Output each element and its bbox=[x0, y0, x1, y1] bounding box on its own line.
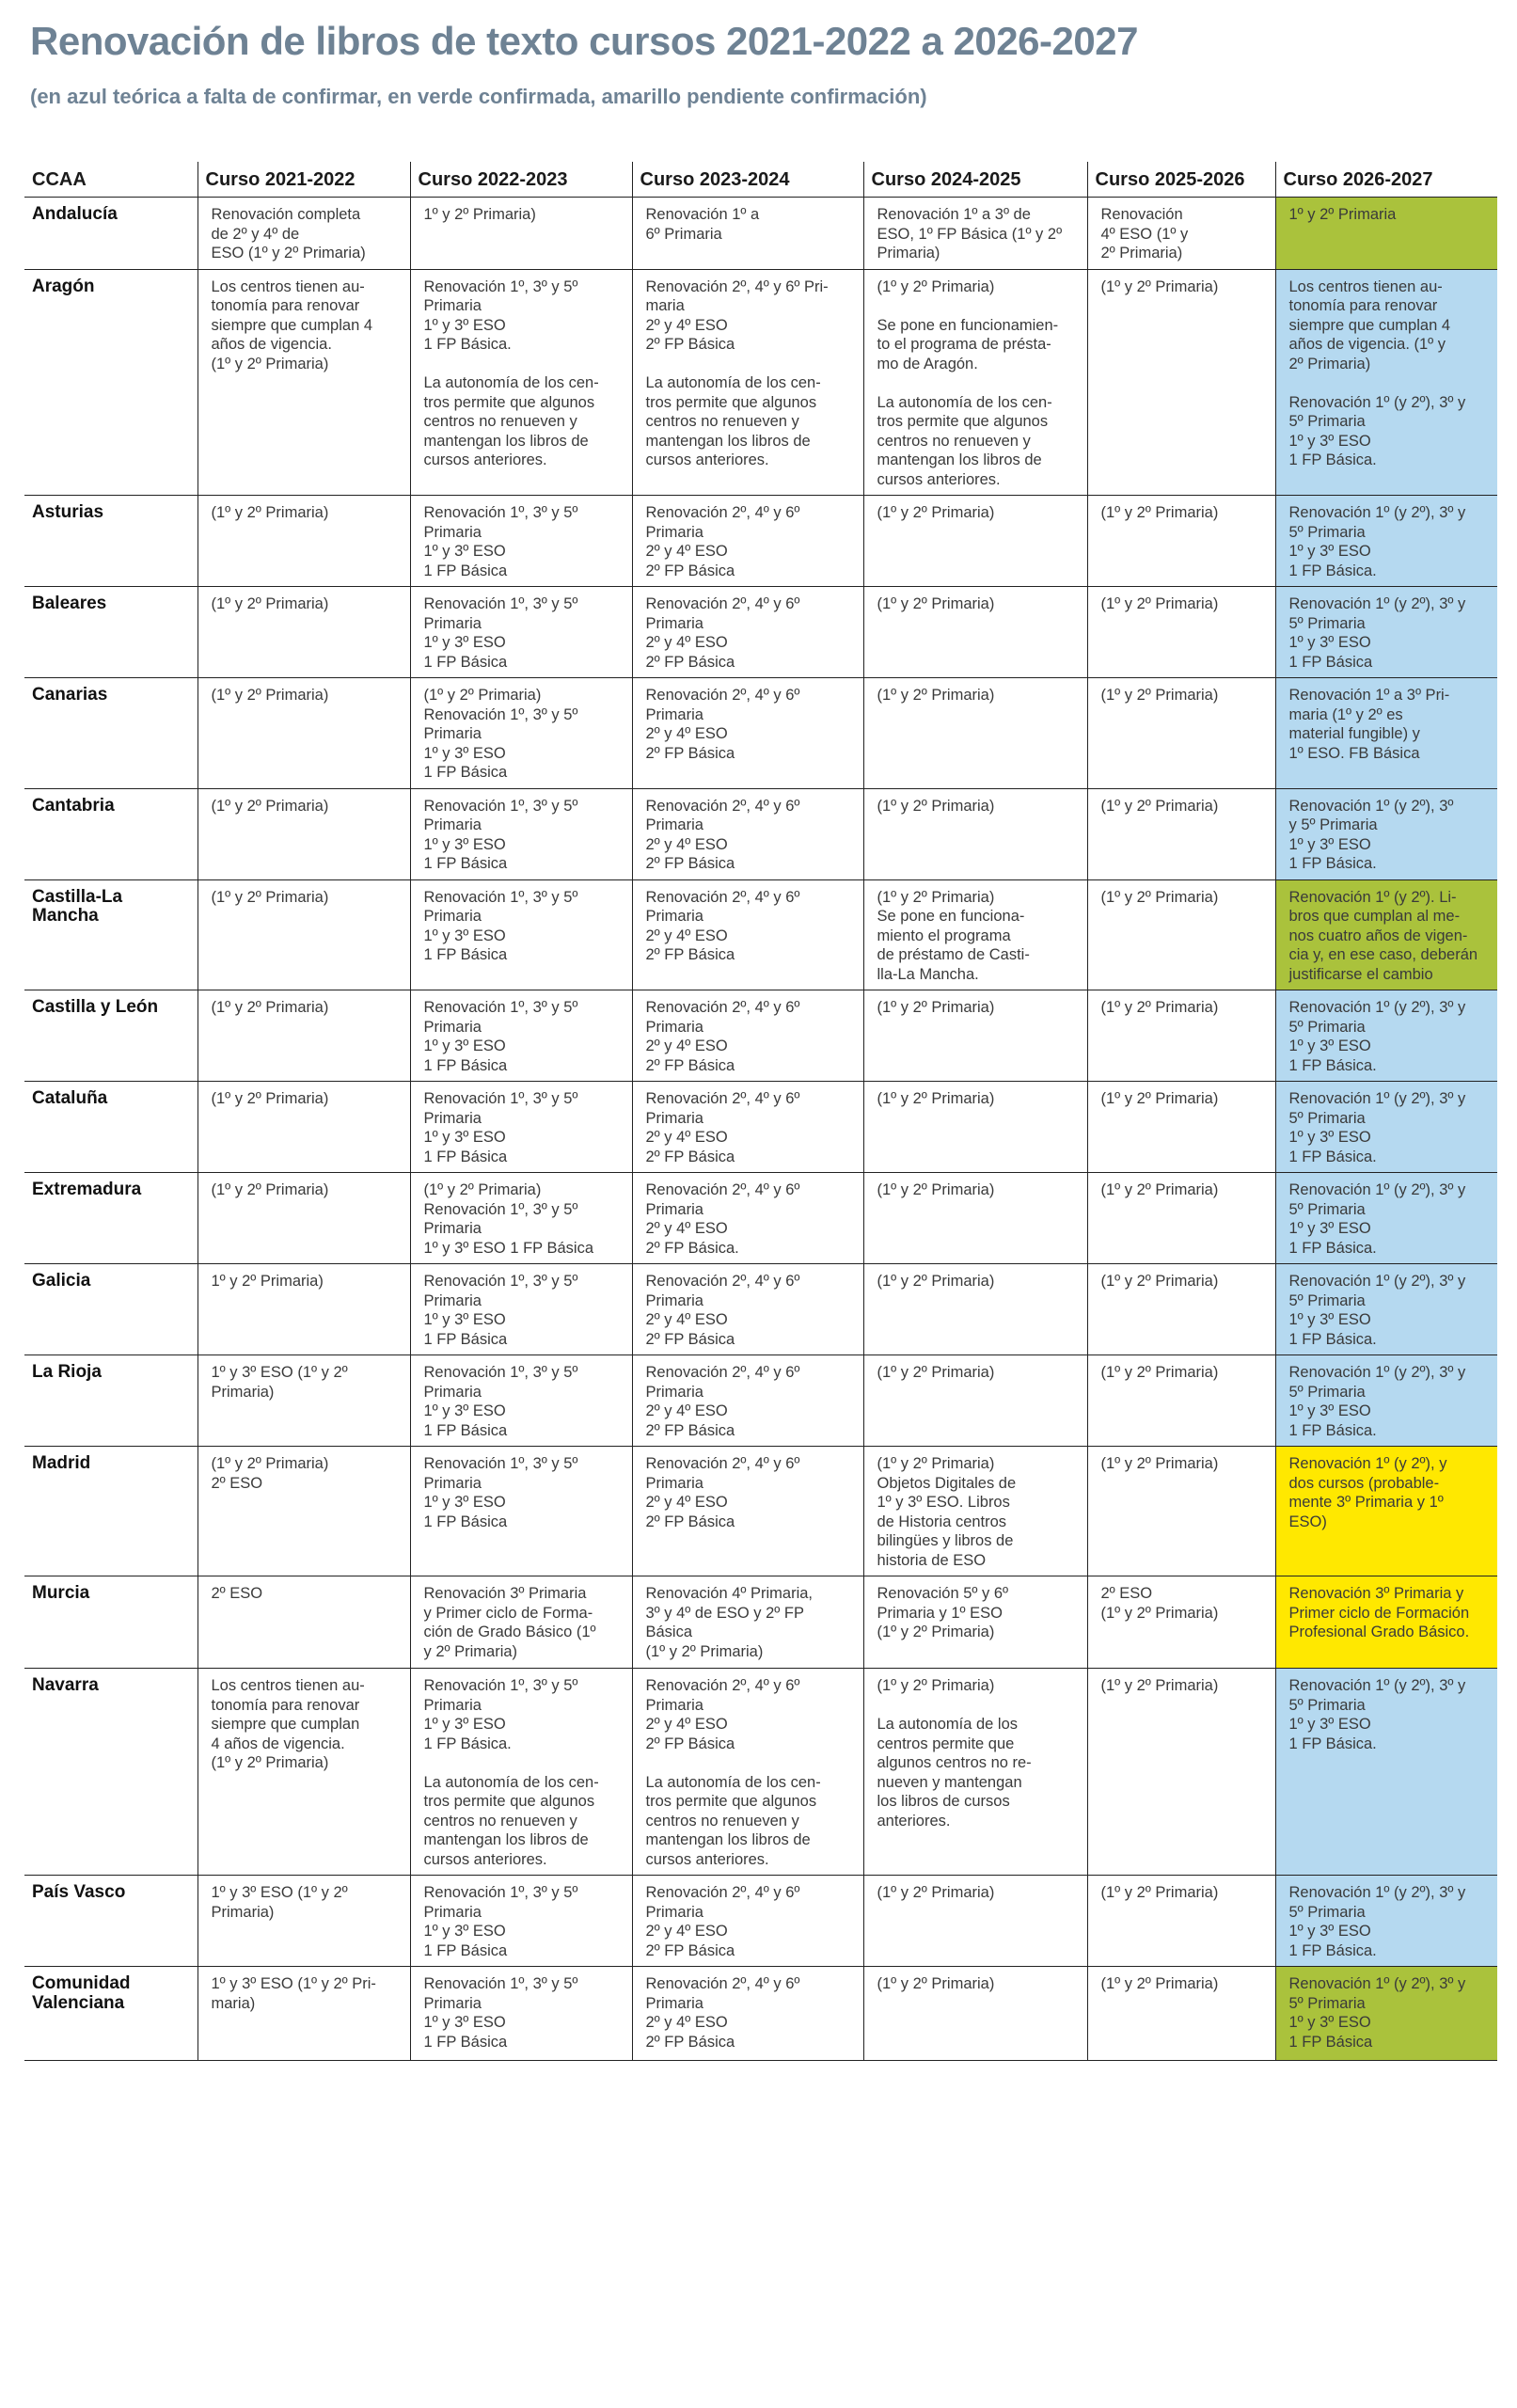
course-cell-6: Renovación 1º (y 2º), 3º y 5º Primaria 1º y 3º ESO 1 FP Básica. bbox=[1275, 788, 1497, 879]
course-cell-5: (1º y 2º Primaria) bbox=[1087, 496, 1275, 587]
region-name: Extremadura bbox=[24, 1173, 198, 1264]
course-cell-1: (1º y 2º Primaria) bbox=[198, 990, 410, 1082]
region-name: Baleares bbox=[24, 587, 198, 678]
table-row bbox=[24, 1355, 1497, 1447]
course-cell-1: (1º y 2º Primaria) bbox=[198, 879, 410, 990]
course-cell-3: Renovación 2º, 4º y 6º Primaria 2º y 4º ESO 2º FP Básica bbox=[632, 990, 863, 1082]
course-cell-4: (1º y 2º Primaria) bbox=[863, 1264, 1087, 1355]
course-cell-3: Renovación 2º, 4º y 6º Primaria 2º y 4º ESO 2º FP Básica bbox=[632, 1876, 863, 1967]
course-cell-1: 1º y 3º ESO (1º y 2º Primaria) bbox=[198, 1355, 410, 1447]
course-cell-2: Renovación 1º, 3º y 5º Primaria 1º y 3º ESO 1 FP Básica. La autonomía de los cen- tros permite que algunos centros no renueven y mantengan los libros de cursos anteriores. bbox=[410, 269, 632, 496]
course-cell-3: Renovación 2º, 4º y 6º Primaria 2º y 4º ESO 2º FP Básica bbox=[632, 879, 863, 990]
region-name: Aragón bbox=[24, 269, 198, 496]
region-name: País Vasco bbox=[24, 1876, 198, 1967]
course-cell-4: (1º y 2º Primaria) bbox=[863, 990, 1087, 1082]
course-cell-6: Renovación 1º (y 2º), 3º y 5º Primaria 1º y 3º ESO 1 FP Básica. bbox=[1275, 1669, 1497, 1876]
course-cell-5: (1º y 2º Primaria) bbox=[1087, 269, 1275, 496]
course-cell-5: (1º y 2º Primaria) bbox=[1087, 990, 1275, 1082]
header-2022-2023: Curso 2022-2023 bbox=[410, 162, 632, 198]
course-cell-4: (1º y 2º Primaria) bbox=[863, 496, 1087, 587]
header-2025-2026: Curso 2025-2026 bbox=[1087, 162, 1275, 198]
course-cell-3: Renovación 2º, 4º y 6º Pri- maria 2º y 4º ESO 2º FP Básica La autonomía de los cen- tros permite que algunos centros no renueven y mantengan los libros de cursos anteriores. bbox=[632, 269, 863, 496]
course-cell-3: Renovación 2º, 4º y 6º Primaria 2º y 4º ESO 2º FP Básica bbox=[632, 1355, 863, 1447]
region-name: La Rioja bbox=[24, 1355, 198, 1447]
table-row bbox=[24, 1447, 1497, 1576]
course-cell-1: (1º y 2º Primaria) bbox=[198, 496, 410, 587]
table-row bbox=[24, 990, 1497, 1082]
course-cell-4: (1º y 2º Primaria) bbox=[863, 1082, 1087, 1173]
course-cell-4: (1º y 2º Primaria) Se pone en funcionamien- to el programa de présta- mo de Aragón. La autonomía de los cen- tros permite que algunos centros no renueven y mantengan los libros de cursos anteriores. bbox=[863, 269, 1087, 496]
course-cell-1: (1º y 2º Primaria) bbox=[198, 788, 410, 879]
course-cell-4: (1º y 2º Primaria) Objetos Digitales de 1º y 3º ESO. Libros de Historia centros bilingües y libros de historia de ESO bbox=[863, 1447, 1087, 1576]
course-cell-6: Renovación 1º (y 2º), 3º y 5º Primaria 1º y 3º ESO 1 FP Básica. bbox=[1275, 496, 1497, 587]
course-cell-4: (1º y 2º Primaria) bbox=[863, 1876, 1087, 1967]
region-name: Castilla-La Mancha bbox=[24, 879, 198, 990]
region-name: Comunidad Valenciana bbox=[24, 1967, 198, 2061]
course-cell-2: Renovación 1º, 3º y 5º Primaria 1º y 3º ESO 1 FP Básica bbox=[410, 1447, 632, 1576]
header-2021-2022: Curso 2021-2022 bbox=[198, 162, 410, 198]
course-cell-1: Renovación completa de 2º y 4º de ESO (1º y 2º Primaria) bbox=[198, 198, 410, 270]
course-cell-2: Renovación 1º, 3º y 5º Primaria 1º y 3º ESO 1 FP Básica bbox=[410, 788, 632, 879]
page-subtitle: (en azul teórica a falta de confirmar, en verde confirmada, amarillo pendiente confirmación) bbox=[30, 85, 927, 108]
course-cell-2: 1º y 2º Primaria) bbox=[410, 198, 632, 270]
table-row bbox=[24, 1264, 1497, 1355]
course-cell-2: Renovación 1º, 3º y 5º Primaria 1º y 3º ESO 1 FP Básica bbox=[410, 1967, 632, 2061]
region-name: Castilla y León bbox=[24, 990, 198, 1082]
course-cell-4: (1º y 2º Primaria) Se pone en funciona- miento el programa de préstamo de Casti- lla-La Mancha. bbox=[863, 879, 1087, 990]
course-cell-1: 1º y 3º ESO (1º y 2º Primaria) bbox=[198, 1876, 410, 1967]
course-cell-3: Renovación 2º, 4º y 6º Primaria 2º y 4º ESO 2º FP Básica bbox=[632, 1967, 863, 2061]
course-cell-2: Renovación 1º, 3º y 5º Primaria 1º y 3º ESO 1 FP Básica bbox=[410, 1082, 632, 1173]
header-2026-2027: Curso 2026-2027 bbox=[1275, 162, 1497, 198]
table-row bbox=[24, 1876, 1497, 1967]
course-cell-1: (1º y 2º Primaria) bbox=[198, 1082, 410, 1173]
course-cell-6: Los centros tienen au- tonomía para renovar siempre que cumplan 4 años de vigencia. (1º y 2º Primaria) Renovación 1º (y 2º), 3º y 5º Primaria 1º y 3º ESO 1 FP Básica. bbox=[1275, 269, 1497, 496]
course-cell-2: Renovación 1º, 3º y 5º Primaria 1º y 3º ESO 1 FP Básica bbox=[410, 496, 632, 587]
region-name: Navarra bbox=[24, 1669, 198, 1876]
renewal-table bbox=[24, 162, 1497, 2061]
table-row bbox=[24, 1967, 1497, 2061]
table-row bbox=[24, 1173, 1497, 1264]
course-cell-3: Renovación 2º, 4º y 6º Primaria 2º y 4º ESO 2º FP Básica bbox=[632, 1082, 863, 1173]
course-cell-5: (1º y 2º Primaria) bbox=[1087, 1669, 1275, 1876]
course-cell-5: (1º y 2º Primaria) bbox=[1087, 879, 1275, 990]
region-name: Galicia bbox=[24, 1264, 198, 1355]
page-title: Renovación de libros de texto cursos 2021-2022 a 2026-2027 bbox=[30, 19, 1138, 63]
region-name: Madrid bbox=[24, 1447, 198, 1576]
course-cell-1: (1º y 2º Primaria) bbox=[198, 1173, 410, 1264]
course-cell-1: 1º y 3º ESO (1º y 2º Pri- maria) bbox=[198, 1967, 410, 2061]
course-cell-5: (1º y 2º Primaria) bbox=[1087, 788, 1275, 879]
course-cell-5: (1º y 2º Primaria) bbox=[1087, 587, 1275, 678]
course-cell-4: (1º y 2º Primaria) bbox=[863, 678, 1087, 789]
table-body bbox=[24, 198, 1497, 2061]
table-row bbox=[24, 1082, 1497, 1173]
course-cell-3: Renovación 2º, 4º y 6º Primaria 2º y 4º ESO 2º FP Básica bbox=[632, 496, 863, 587]
course-cell-2: Renovación 1º, 3º y 5º Primaria 1º y 3º ESO 1 FP Básica bbox=[410, 1876, 632, 1967]
table-row bbox=[24, 587, 1497, 678]
course-cell-1: (1º y 2º Primaria) bbox=[198, 587, 410, 678]
course-cell-6: Renovación 1º (y 2º), 3º y 5º Primaria 1º y 3º ESO 1 FP Básica. bbox=[1275, 1173, 1497, 1264]
table-row bbox=[24, 879, 1497, 990]
course-cell-6: 1º y 2º Primaria bbox=[1275, 198, 1497, 270]
course-cell-2: Renovación 1º, 3º y 5º Primaria 1º y 3º ESO 1 FP Básica bbox=[410, 879, 632, 990]
course-cell-3: Renovación 2º, 4º y 6º Primaria 2º y 4º ESO 2º FP Básica bbox=[632, 1447, 863, 1576]
course-cell-2: Renovación 1º, 3º y 5º Primaria 1º y 3º ESO 1 FP Básica bbox=[410, 990, 632, 1082]
course-cell-6: Renovación 1º (y 2º), 3º y 5º Primaria 1º y 3º ESO 1 FP Básica bbox=[1275, 1967, 1497, 2061]
region-name: Cantabria bbox=[24, 788, 198, 879]
course-cell-5: (1º y 2º Primaria) bbox=[1087, 1355, 1275, 1447]
course-cell-1: 1º y 2º Primaria) bbox=[198, 1264, 410, 1355]
course-cell-4: (1º y 2º Primaria) bbox=[863, 788, 1087, 879]
course-cell-6: Renovación 1º (y 2º), 3º y 5º Primaria 1º y 3º ESO 1 FP Básica. bbox=[1275, 990, 1497, 1082]
region-name: Murcia bbox=[24, 1576, 198, 1669]
table-row bbox=[24, 269, 1497, 496]
course-cell-3: Renovación 1º a 6º Primaria bbox=[632, 198, 863, 270]
header-row bbox=[24, 162, 1497, 198]
course-cell-6: Renovación 3º Primaria y Primer ciclo de Formación Profesional Grado Básico. bbox=[1275, 1576, 1497, 1669]
table-row bbox=[24, 1669, 1497, 1876]
course-cell-6: Renovación 1º (y 2º), 3º y 5º Primaria 1º y 3º ESO 1 FP Básica bbox=[1275, 587, 1497, 678]
region-name: Canarias bbox=[24, 678, 198, 789]
course-cell-5: (1º y 2º Primaria) bbox=[1087, 1264, 1275, 1355]
header-2024-2025: Curso 2024-2025 bbox=[863, 162, 1087, 198]
table-row bbox=[24, 496, 1497, 587]
course-cell-3: Renovación 2º, 4º y 6º Primaria 2º y 4º ESO 2º FP Básica bbox=[632, 788, 863, 879]
course-cell-1: Los centros tienen au- tonomía para renovar siempre que cumplan 4 años de vigencia. (1º y 2º Primaria) bbox=[198, 1669, 410, 1876]
header-2023-2024: Curso 2023-2024 bbox=[632, 162, 863, 198]
course-cell-1: 2º ESO bbox=[198, 1576, 410, 1669]
course-cell-3: Renovación 2º, 4º y 6º Primaria 2º y 4º ESO 2º FP Básica bbox=[632, 1264, 863, 1355]
table-row bbox=[24, 678, 1497, 789]
course-cell-1: (1º y 2º Primaria) bbox=[198, 678, 410, 789]
course-cell-5: (1º y 2º Primaria) bbox=[1087, 1173, 1275, 1264]
course-cell-4: Renovación 1º a 3º de ESO, 1º FP Básica (1º y 2º Primaria) bbox=[863, 198, 1087, 270]
course-cell-1: (1º y 2º Primaria) 2º ESO bbox=[198, 1447, 410, 1576]
course-cell-3: Renovación 2º, 4º y 6º Primaria 2º y 4º ESO 2º FP Básica bbox=[632, 587, 863, 678]
table-row bbox=[24, 788, 1497, 879]
course-cell-5: (1º y 2º Primaria) bbox=[1087, 678, 1275, 789]
course-cell-6: Renovación 1º (y 2º), 3º y 5º Primaria 1º y 3º ESO 1 FP Básica. bbox=[1275, 1264, 1497, 1355]
course-cell-2: Renovación 1º, 3º y 5º Primaria 1º y 3º ESO 1 FP Básica bbox=[410, 1355, 632, 1447]
course-cell-6: Renovación 1º (y 2º), 3º y 5º Primaria 1º y 3º ESO 1 FP Básica. bbox=[1275, 1082, 1497, 1173]
course-cell-2: Renovación 3º Primaria y Primer ciclo de Forma- ción de Grado Básico (1º y 2º Primaria) bbox=[410, 1576, 632, 1669]
course-cell-6: Renovación 1º (y 2º), y dos cursos (probable- mente 3º Primaria y 1º ESO) bbox=[1275, 1447, 1497, 1576]
course-cell-4: (1º y 2º Primaria) bbox=[863, 1355, 1087, 1447]
course-cell-6: Renovación 1º (y 2º), 3º y 5º Primaria 1º y 3º ESO 1 FP Básica. bbox=[1275, 1355, 1497, 1447]
table-row bbox=[24, 198, 1497, 270]
course-cell-6: Renovación 1º a 3º Pri- maria (1º y 2º es material fungible) y 1º ESO. FB Básica bbox=[1275, 678, 1497, 789]
course-cell-1: Los centros tienen au- tonomía para renovar siempre que cumplan 4 años de vigencia. (1º y 2º Primaria) bbox=[198, 269, 410, 496]
region-name: Andalucía bbox=[24, 198, 198, 270]
course-cell-4: (1º y 2º Primaria) bbox=[863, 1967, 1087, 2061]
course-cell-4: (1º y 2º Primaria) bbox=[863, 587, 1087, 678]
course-cell-3: Renovación 2º, 4º y 6º Primaria 2º y 4º ESO 2º FP Básica bbox=[632, 678, 863, 789]
header-ccaa: CCAA bbox=[24, 162, 198, 198]
course-cell-5: (1º y 2º Primaria) bbox=[1087, 1967, 1275, 2061]
course-cell-5: (1º y 2º Primaria) bbox=[1087, 1876, 1275, 1967]
course-cell-4: Renovación 5º y 6º Primaria y 1º ESO (1º y 2º Primaria) bbox=[863, 1576, 1087, 1669]
course-cell-2: Renovación 1º, 3º y 5º Primaria 1º y 3º ESO 1 FP Básica bbox=[410, 1264, 632, 1355]
course-cell-6: Renovación 1º (y 2º), 3º y 5º Primaria 1º y 3º ESO 1 FP Básica. bbox=[1275, 1876, 1497, 1967]
course-cell-2: Renovación 1º, 3º y 5º Primaria 1º y 3º ESO 1 FP Básica bbox=[410, 587, 632, 678]
course-cell-5: 2º ESO (1º y 2º Primaria) bbox=[1087, 1576, 1275, 1669]
course-cell-2: (1º y 2º Primaria) Renovación 1º, 3º y 5º Primaria 1º y 3º ESO 1 FP Básica bbox=[410, 1173, 632, 1264]
course-cell-4: (1º y 2º Primaria) La autonomía de los centros permite que algunos centros no re- nueven y mantengan los libros de cursos anteriores. bbox=[863, 1669, 1087, 1876]
course-cell-4: (1º y 2º Primaria) bbox=[863, 1173, 1087, 1264]
course-cell-3: Renovación 2º, 4º y 6º Primaria 2º y 4º ESO 2º FP Básica. bbox=[632, 1173, 863, 1264]
course-cell-3: Renovación 4º Primaria, 3º y 4º de ESO y 2º FP Básica (1º y 2º Primaria) bbox=[632, 1576, 863, 1669]
course-cell-2: (1º y 2º Primaria) Renovación 1º, 3º y 5º Primaria 1º y 3º ESO 1 FP Básica bbox=[410, 678, 632, 789]
region-name: Asturias bbox=[24, 496, 198, 587]
course-cell-5: Renovación 4º ESO (1º y 2º Primaria) bbox=[1087, 198, 1275, 270]
course-cell-5: (1º y 2º Primaria) bbox=[1087, 1082, 1275, 1173]
course-cell-6: Renovación 1º (y 2º). Li- bros que cumplan al me- nos cuatro años de vigen- cia y, en ese caso, deberán justificarse el cambio bbox=[1275, 879, 1497, 990]
course-cell-2: Renovación 1º, 3º y 5º Primaria 1º y 3º ESO 1 FP Básica. La autonomía de los cen- tros permite que algunos centros no renueven y mantengan los libros de cursos anteriores. bbox=[410, 1669, 632, 1876]
course-cell-3: Renovación 2º, 4º y 6º Primaria 2º y 4º ESO 2º FP Básica La autonomía de los cen- tros permite que algunos centros no renueven y mantengan los libros de cursos anteriores. bbox=[632, 1669, 863, 1876]
table-row bbox=[24, 1576, 1497, 1669]
region-name: Cataluña bbox=[24, 1082, 198, 1173]
course-cell-5: (1º y 2º Primaria) bbox=[1087, 1447, 1275, 1576]
